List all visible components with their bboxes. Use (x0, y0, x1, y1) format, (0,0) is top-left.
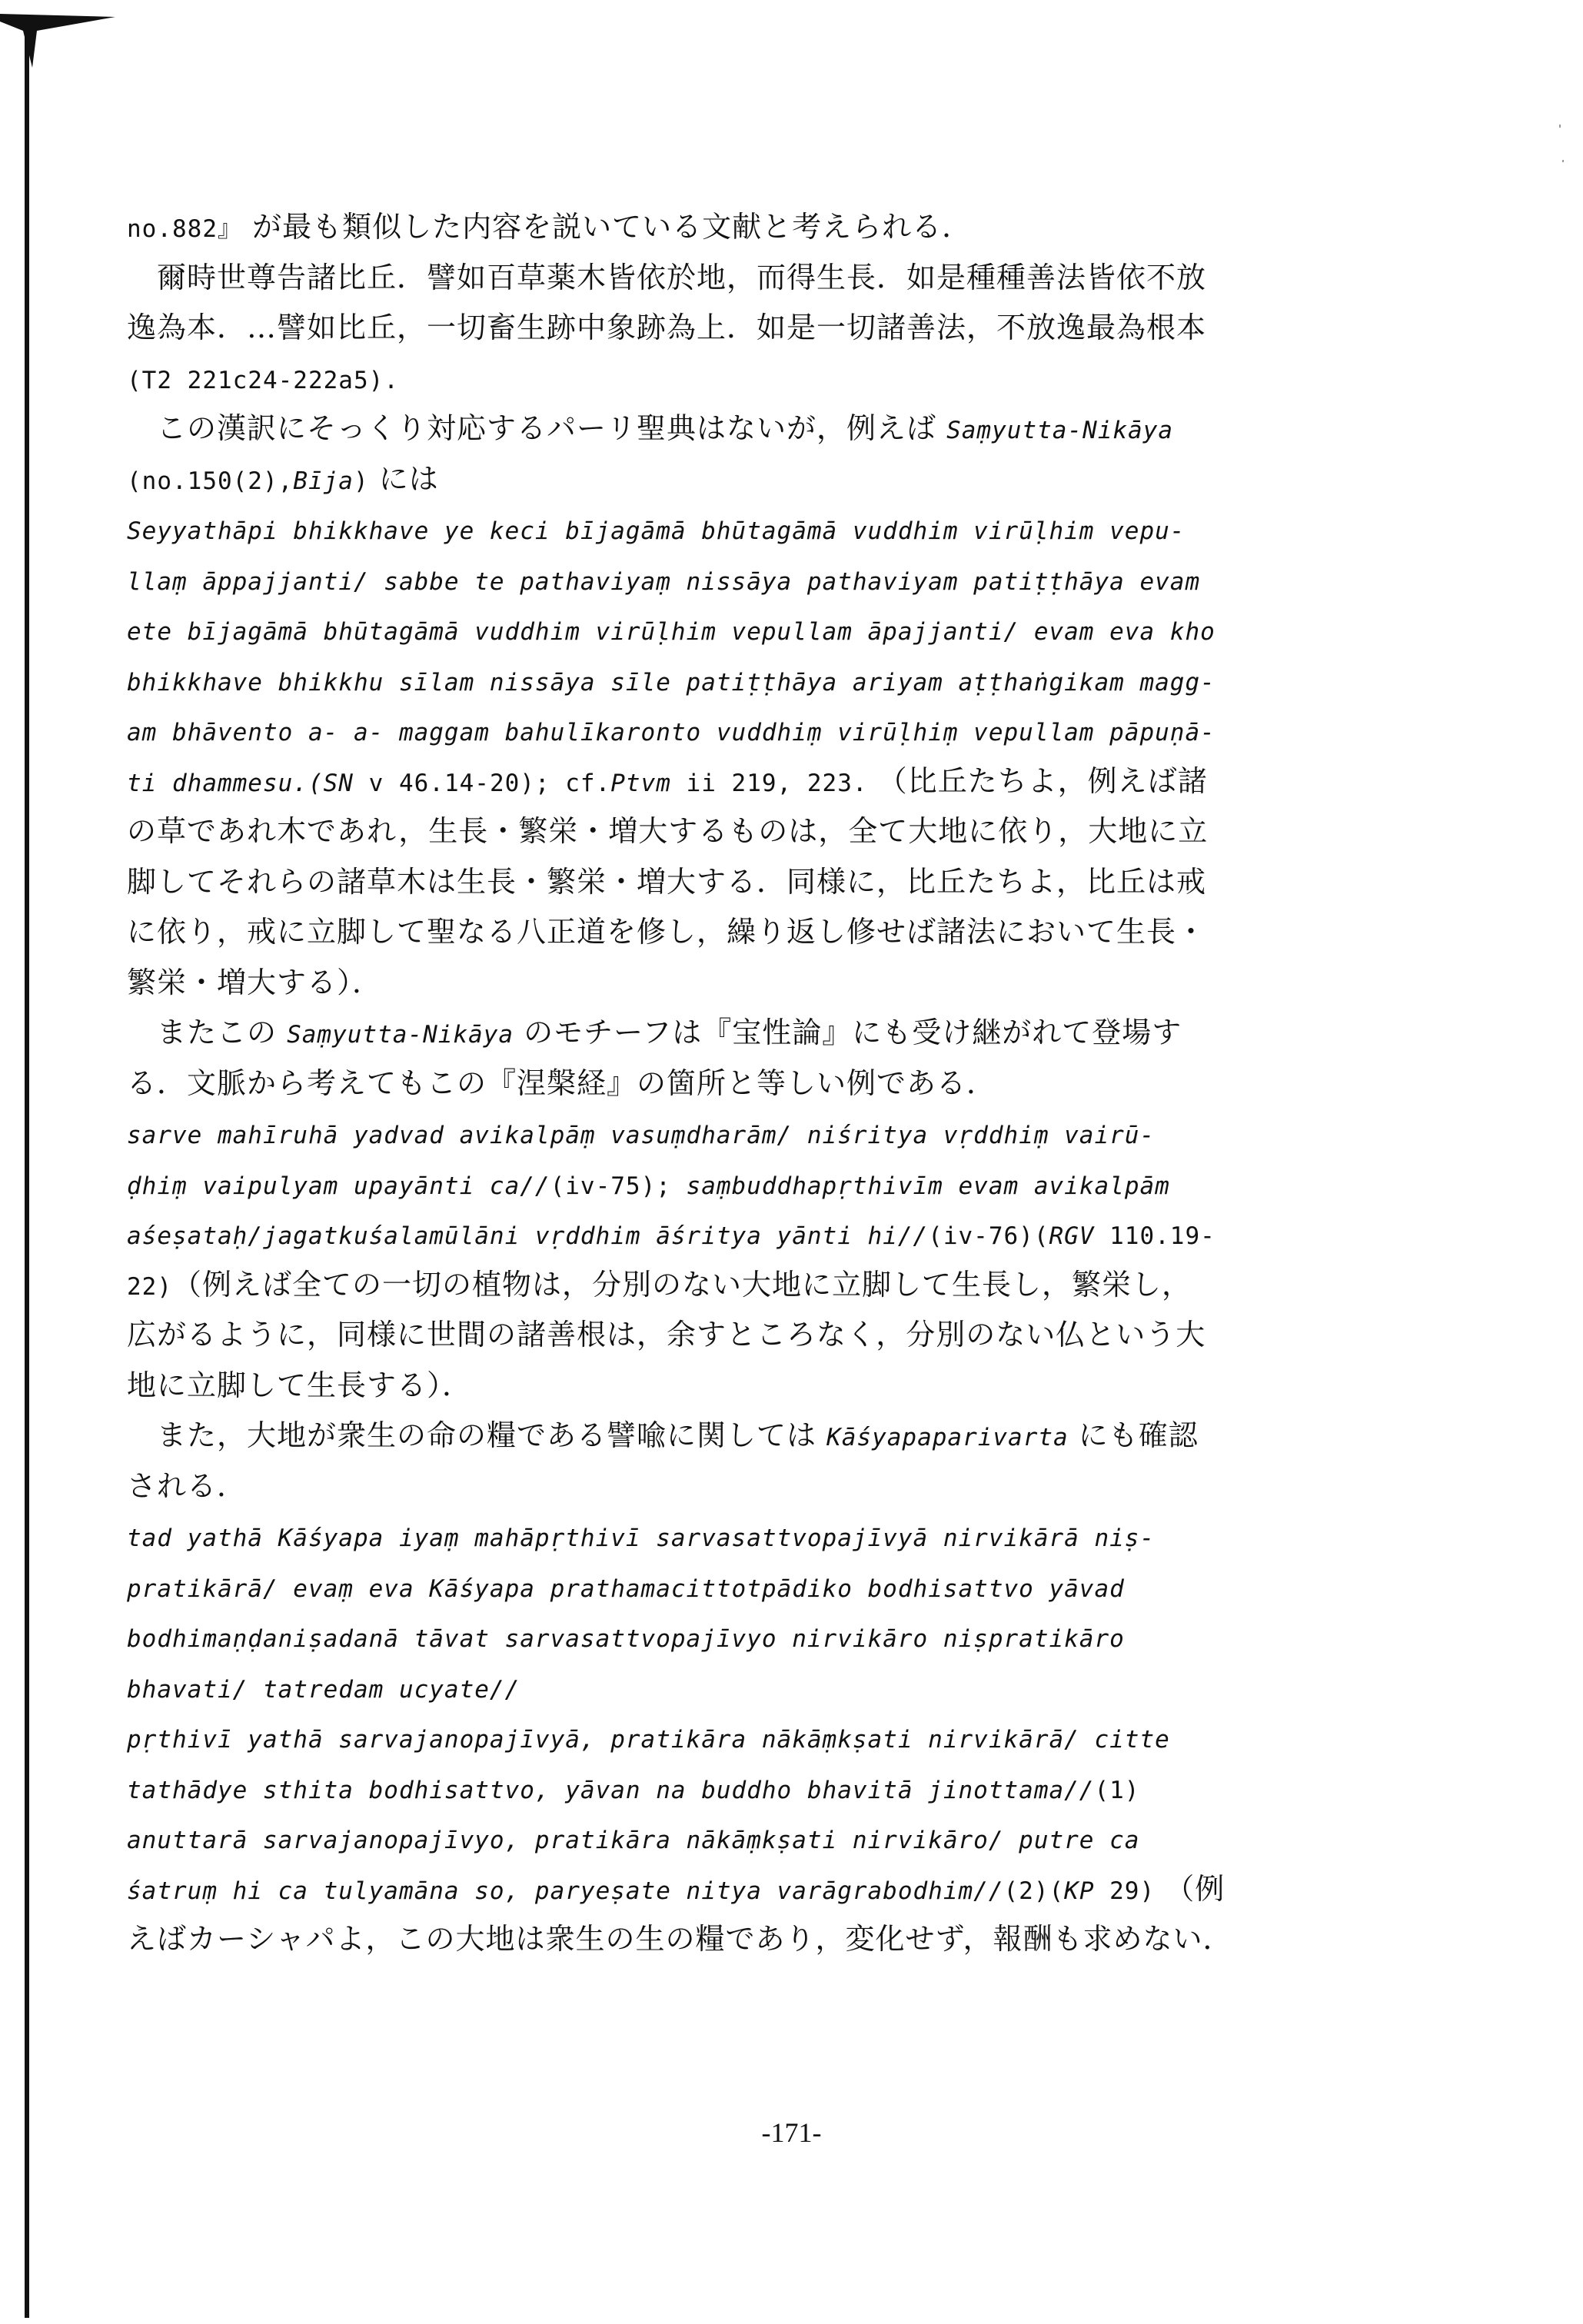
text-line (127, 1617, 1125, 1658)
text-line (127, 913, 1206, 951)
text-segment: ti dhammesu.( (127, 769, 324, 797)
text-line (127, 762, 1208, 803)
text-line (127, 1366, 472, 1405)
text-line (127, 308, 1206, 347)
text-segment: Saṃyutta-Nikāya (946, 417, 1174, 444)
text-line (127, 1013, 1182, 1054)
text-segment: pṛthivī yathā sarvajanopajīvyā, pratikāra nākāṃkṣati nirvikārā/ citte (127, 1726, 1170, 1754)
text-segment: ii 219, 223. (670, 769, 868, 797)
text-segment: 110.19- (1094, 1222, 1216, 1250)
text-segment: （比丘たちよ，例えば諸 (867, 763, 1208, 798)
binding-corner-mark (0, 0, 115, 69)
text-segment: tathādye sthita bodhisattvo, yāvan na buddho bhavitā jinottama// (127, 1776, 1095, 1804)
text-line (127, 1668, 520, 1709)
text-line (127, 661, 1216, 702)
text-segment: (T2 221c24-222a5). (127, 366, 399, 394)
page-number: -171- (761, 2117, 822, 2148)
text-segment: 22) (127, 1272, 172, 1301)
text-segment: えばカーシャパよ，この大地は衆生の生の糧であり，変化せず，報酬も求めない． (127, 1922, 1233, 1956)
text-segment: される． (127, 1468, 248, 1503)
text-line (127, 1517, 1155, 1558)
text-line (127, 1467, 247, 1505)
text-segment: Saṃyutta-Nikāya (287, 1021, 514, 1049)
text-segment: 29) (1094, 1877, 1156, 1905)
text-line (127, 1718, 1170, 1759)
text-line (127, 460, 439, 500)
text-line (127, 963, 382, 1002)
text-segment: Bīja (293, 467, 354, 495)
text-segment: anuttarā sarvajanopajīvyo, pratikāra nākāṃkṣati nirvikāro/ putre ca (127, 1827, 1140, 1854)
text-segment: のモチーフは『宝性論』にも受け継がれて登場す (514, 1016, 1182, 1049)
text-segment: 脚してそれらの諸草木は生長・繁栄・増大する．同様に，比丘たちよ，比丘は戒 (127, 864, 1207, 899)
scan-speck (1562, 160, 1564, 162)
text-line (127, 258, 1206, 297)
text-segment: この漢訳にそっくり対応するパーリ聖典はないが，例えば (127, 411, 947, 445)
text-line (127, 1416, 1199, 1457)
text-segment: bhikkhave bhikkhu sīlam nissāya sīle patiṭṭhāya ariyam aṭṭhaṅgikam magg- (127, 668, 1216, 697)
text-segment: には (368, 461, 439, 496)
text-segment: 地に立脚して生長する）． (127, 1368, 473, 1402)
text-segment: saṃbuddhapṛthivīm evam avikalpām (670, 1172, 1170, 1200)
text-segment: る．文脈から考えてもこの『涅槃経』の箇所と等しい例である． (127, 1066, 997, 1100)
text-line (127, 1165, 1170, 1205)
text-segment: tad yathā Kāśyapa iyaṃ mahāpṛthivī sarvasattvopajīvyā nirvikārā niṣ- (127, 1524, 1156, 1552)
text-line (127, 409, 1173, 450)
text-segment: ete bījagāmā bhūtagāmā vuddhim virūḷhim vepullam āpajjanti/ evam eva kho (127, 618, 1216, 646)
text-line (127, 208, 972, 248)
text-segment: に依り，戒に立脚して聖なる八正道を修し，繰り返し修せば諸法において生長・ (127, 915, 1207, 949)
text-line (127, 863, 1206, 901)
text-segment: SN (323, 769, 354, 797)
text-line (127, 1920, 1232, 1958)
text-segment: (iv-75); (550, 1172, 671, 1200)
text-segment: (2)( (1003, 1877, 1065, 1905)
text-segment: 逸為本．…譬如比丘，一切畜生跡中象跡為上．如是一切諸善法，不放逸最為根本 (127, 311, 1207, 344)
text-line (127, 510, 1185, 550)
text-segment: bodhimaṇḍaniṣadanā tāvat sarvasattvopajīvyo nirvikāro niṣpratikāro (127, 1625, 1125, 1653)
text-line (127, 711, 1216, 752)
text-segment: (iv-76)( (928, 1222, 1049, 1250)
text-line (127, 560, 1200, 601)
text-segment: 繁栄・増大する）． (127, 965, 383, 999)
page-binding-line (25, 19, 29, 2318)
text-segment: Ptvm (610, 769, 671, 797)
text-segment: （例えば全ての一切の植物は，分別のない大地に立脚して生長し，繁栄し， (172, 1267, 1192, 1302)
text-line (127, 1064, 996, 1102)
text-segment: ) (353, 467, 369, 495)
text-segment: no.882』 (127, 215, 242, 243)
text-line (127, 812, 1208, 850)
text-segment: （例 (1155, 1871, 1225, 1906)
text-segment: sarve mahīruhā yadvad avikalpāṃ vasuṃdharām/ niśritya vṛddhiṃ vairū- (127, 1122, 1156, 1149)
text-segment: am bhāvento a- a- maggam bahulīkaronto vuddhiṃ virūḷhiṃ vepullam pāpuṇā- (127, 719, 1216, 746)
text-line (127, 1870, 1225, 1910)
text-segment: が最も類似した内容を説いている文献と考えられる． (241, 210, 973, 244)
text-segment: aśeṣataḥ/jagatkuśalamūlāni vṛddhim āśritya yānti hi// (127, 1222, 929, 1250)
text-line (127, 1265, 1192, 1306)
text-segment: llaṃ āppajjanti/ sabbe te pathaviyaṃ nissāya pathaviyam patiṭṭhāya evam (127, 567, 1201, 596)
text-line (127, 1819, 1139, 1860)
text-segment: Kāśyapaparivarta (826, 1424, 1069, 1451)
text-line (127, 1769, 1139, 1810)
text-line (127, 610, 1216, 651)
text-line (127, 1114, 1155, 1155)
text-segment: śatruṃ hi ca tulyamāna so, paryeṣate nitya varāgrabodhim// (127, 1877, 1004, 1905)
text-segment: 爾時世尊告諸比丘．譬如百草薬木皆依於地，而得生長．如是種種善法皆依不放 (127, 260, 1207, 294)
text-line (127, 1315, 1206, 1354)
text-segment: Seyyathāpi bhikkhave ye keci bījagāmā bhūtagāmā vuddhim virūḷhim vepu- (127, 517, 1186, 545)
text-segment: の草であれ木であれ，生長・繁栄・増大するものは，全て大地に依り，大地に立 (127, 814, 1209, 848)
text-segment: (no.150(2), (127, 467, 294, 495)
text-segment: にも確認 (1068, 1418, 1199, 1452)
text-segment: また，大地が衆生の命の糧である譬喩に関しては (127, 1418, 827, 1452)
text-segment: (1) (1094, 1776, 1140, 1804)
text-segment: bhavati/ tatredam ucyate// (127, 1675, 520, 1704)
text-segment: RGV (1049, 1222, 1095, 1250)
text-segment: v 46.14-20); cf. (353, 769, 611, 797)
text-segment: pratikārā/ evaṃ eva Kāśyapa prathamacittotpādiko bodhisattvo yāvad (127, 1574, 1125, 1603)
scan-speck (1559, 125, 1561, 128)
text-segment: KP (1064, 1877, 1095, 1905)
text-line (127, 359, 399, 400)
text-segment: またこの (127, 1016, 288, 1049)
text-line (127, 1215, 1216, 1255)
text-segment: 広がるように，同様に世間の諸善根は，余すところなく，分別のない仏という大 (127, 1318, 1206, 1352)
text-line (127, 1568, 1125, 1608)
text-segment: ḍhiṃ vaipulyam upayānti ca// (127, 1172, 550, 1200)
